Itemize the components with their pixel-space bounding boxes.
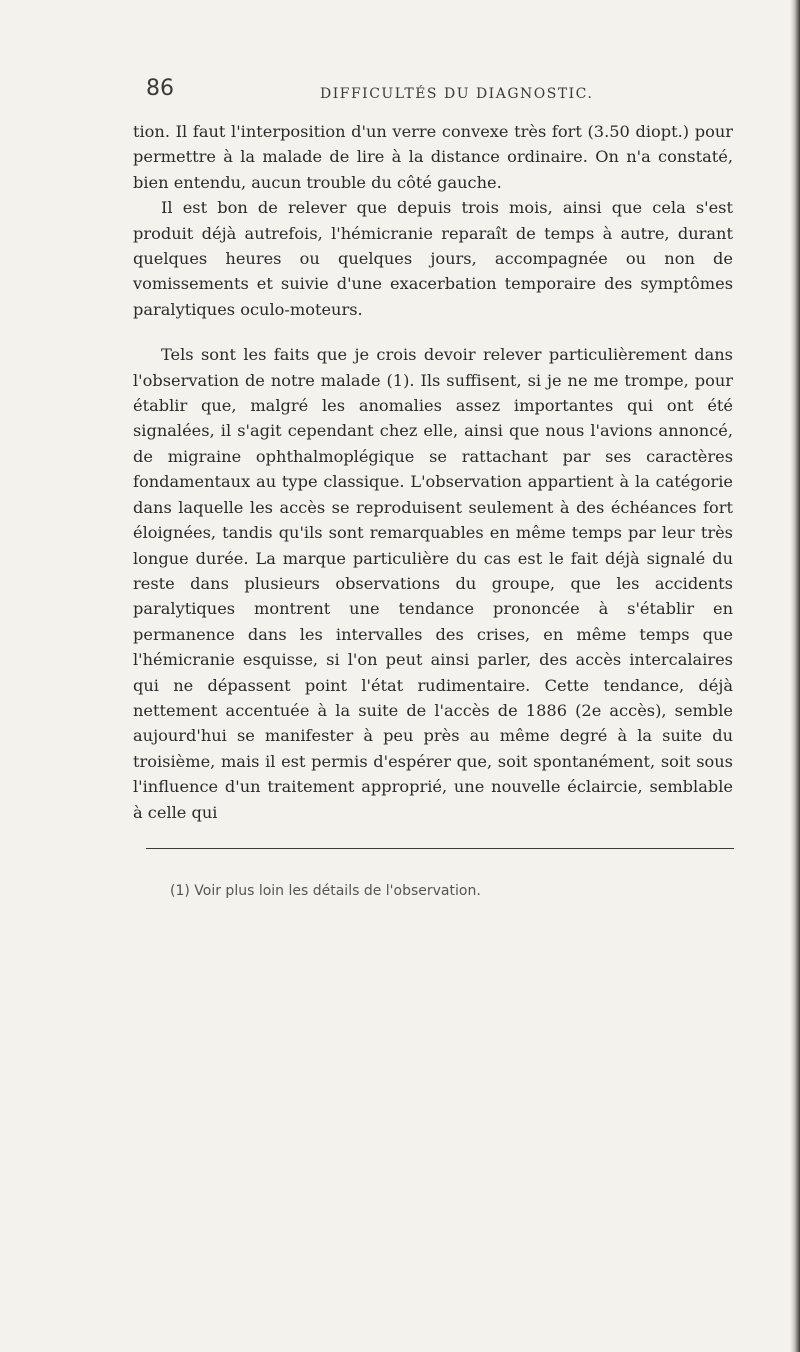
- page-header: [146, 76, 800, 112]
- footnote: (1) Voir plus loin les détails de l'observation.: [170, 883, 481, 899]
- page-edge-shadow: [790, 0, 800, 1352]
- paragraph-3: Tels sont les faits que je crois devoir relever particulièrement dans l'observation de notre malade (1). Ils suffisent, si je ne me trompe, pour établir que, malgré les anomalies assez importantes qui ont été signalées, il s'agit cependant chez elle, ainsi que nous l'avions annoncé, de migraine ophthalmoplégique se rattachant par ses caractères fondamentaux au type classique. L'observation appartient à la catégorie dans laquelle les accès se reproduisent seulement à des échéances fort éloignées, tandis qu'ils sont remarquables en même temps par leur très longue durée. La marque particulière du cas est le fait déjà signalé du reste dans plusieurs observations du groupe, que les accidents paralytiques montrent une tendance prononcée à s'établir en permanence dans les intervalles des crises, en même temps que l'hémicranie esquisse, si l'on peut ainsi parler, des accès intercalaires qui ne dépassent point l'état rudimentaire. Cette tendance, déjà nettement accentuée à la suite de l'accès de 1886 (2e accès), semble aujourd'hui se manifester à peu près au même degré à la suite du troisième, mais il est permis d'espérer que, soit spontanément, soit sous l'influence d'un traitement approprié, une nouvelle éclaircie, semblable à celle qui: [133, 345, 733, 822]
- paragraph-1: tion. Il faut l'interposition d'un verre convexe très fort (3.50 diopt.) pour permettre à la malade de lire à la distance ordinaire. On n'a constaté, bien entendu, aucun trouble du côté gauche.: [133, 122, 733, 192]
- page-number: 86: [146, 76, 174, 101]
- running-head: DIFFICULTÉS DU DIAGNOSTIC.: [320, 86, 594, 102]
- body-text: [133, 119, 733, 825]
- paragraph-spacer: [133, 322, 733, 342]
- paragraph-2: Il est bon de relever que depuis trois mois, ainsi que cela s'est produit déjà autrefois, l'hémicranie reparaît de temps à autre, durant quelques heures ou quelques jours, accompagnée ou non de vomissements et suivie d'une exacerbation temporaire des symptômes paralytiques oculo-moteurs.: [133, 198, 733, 319]
- footnote-divider: [146, 848, 734, 849]
